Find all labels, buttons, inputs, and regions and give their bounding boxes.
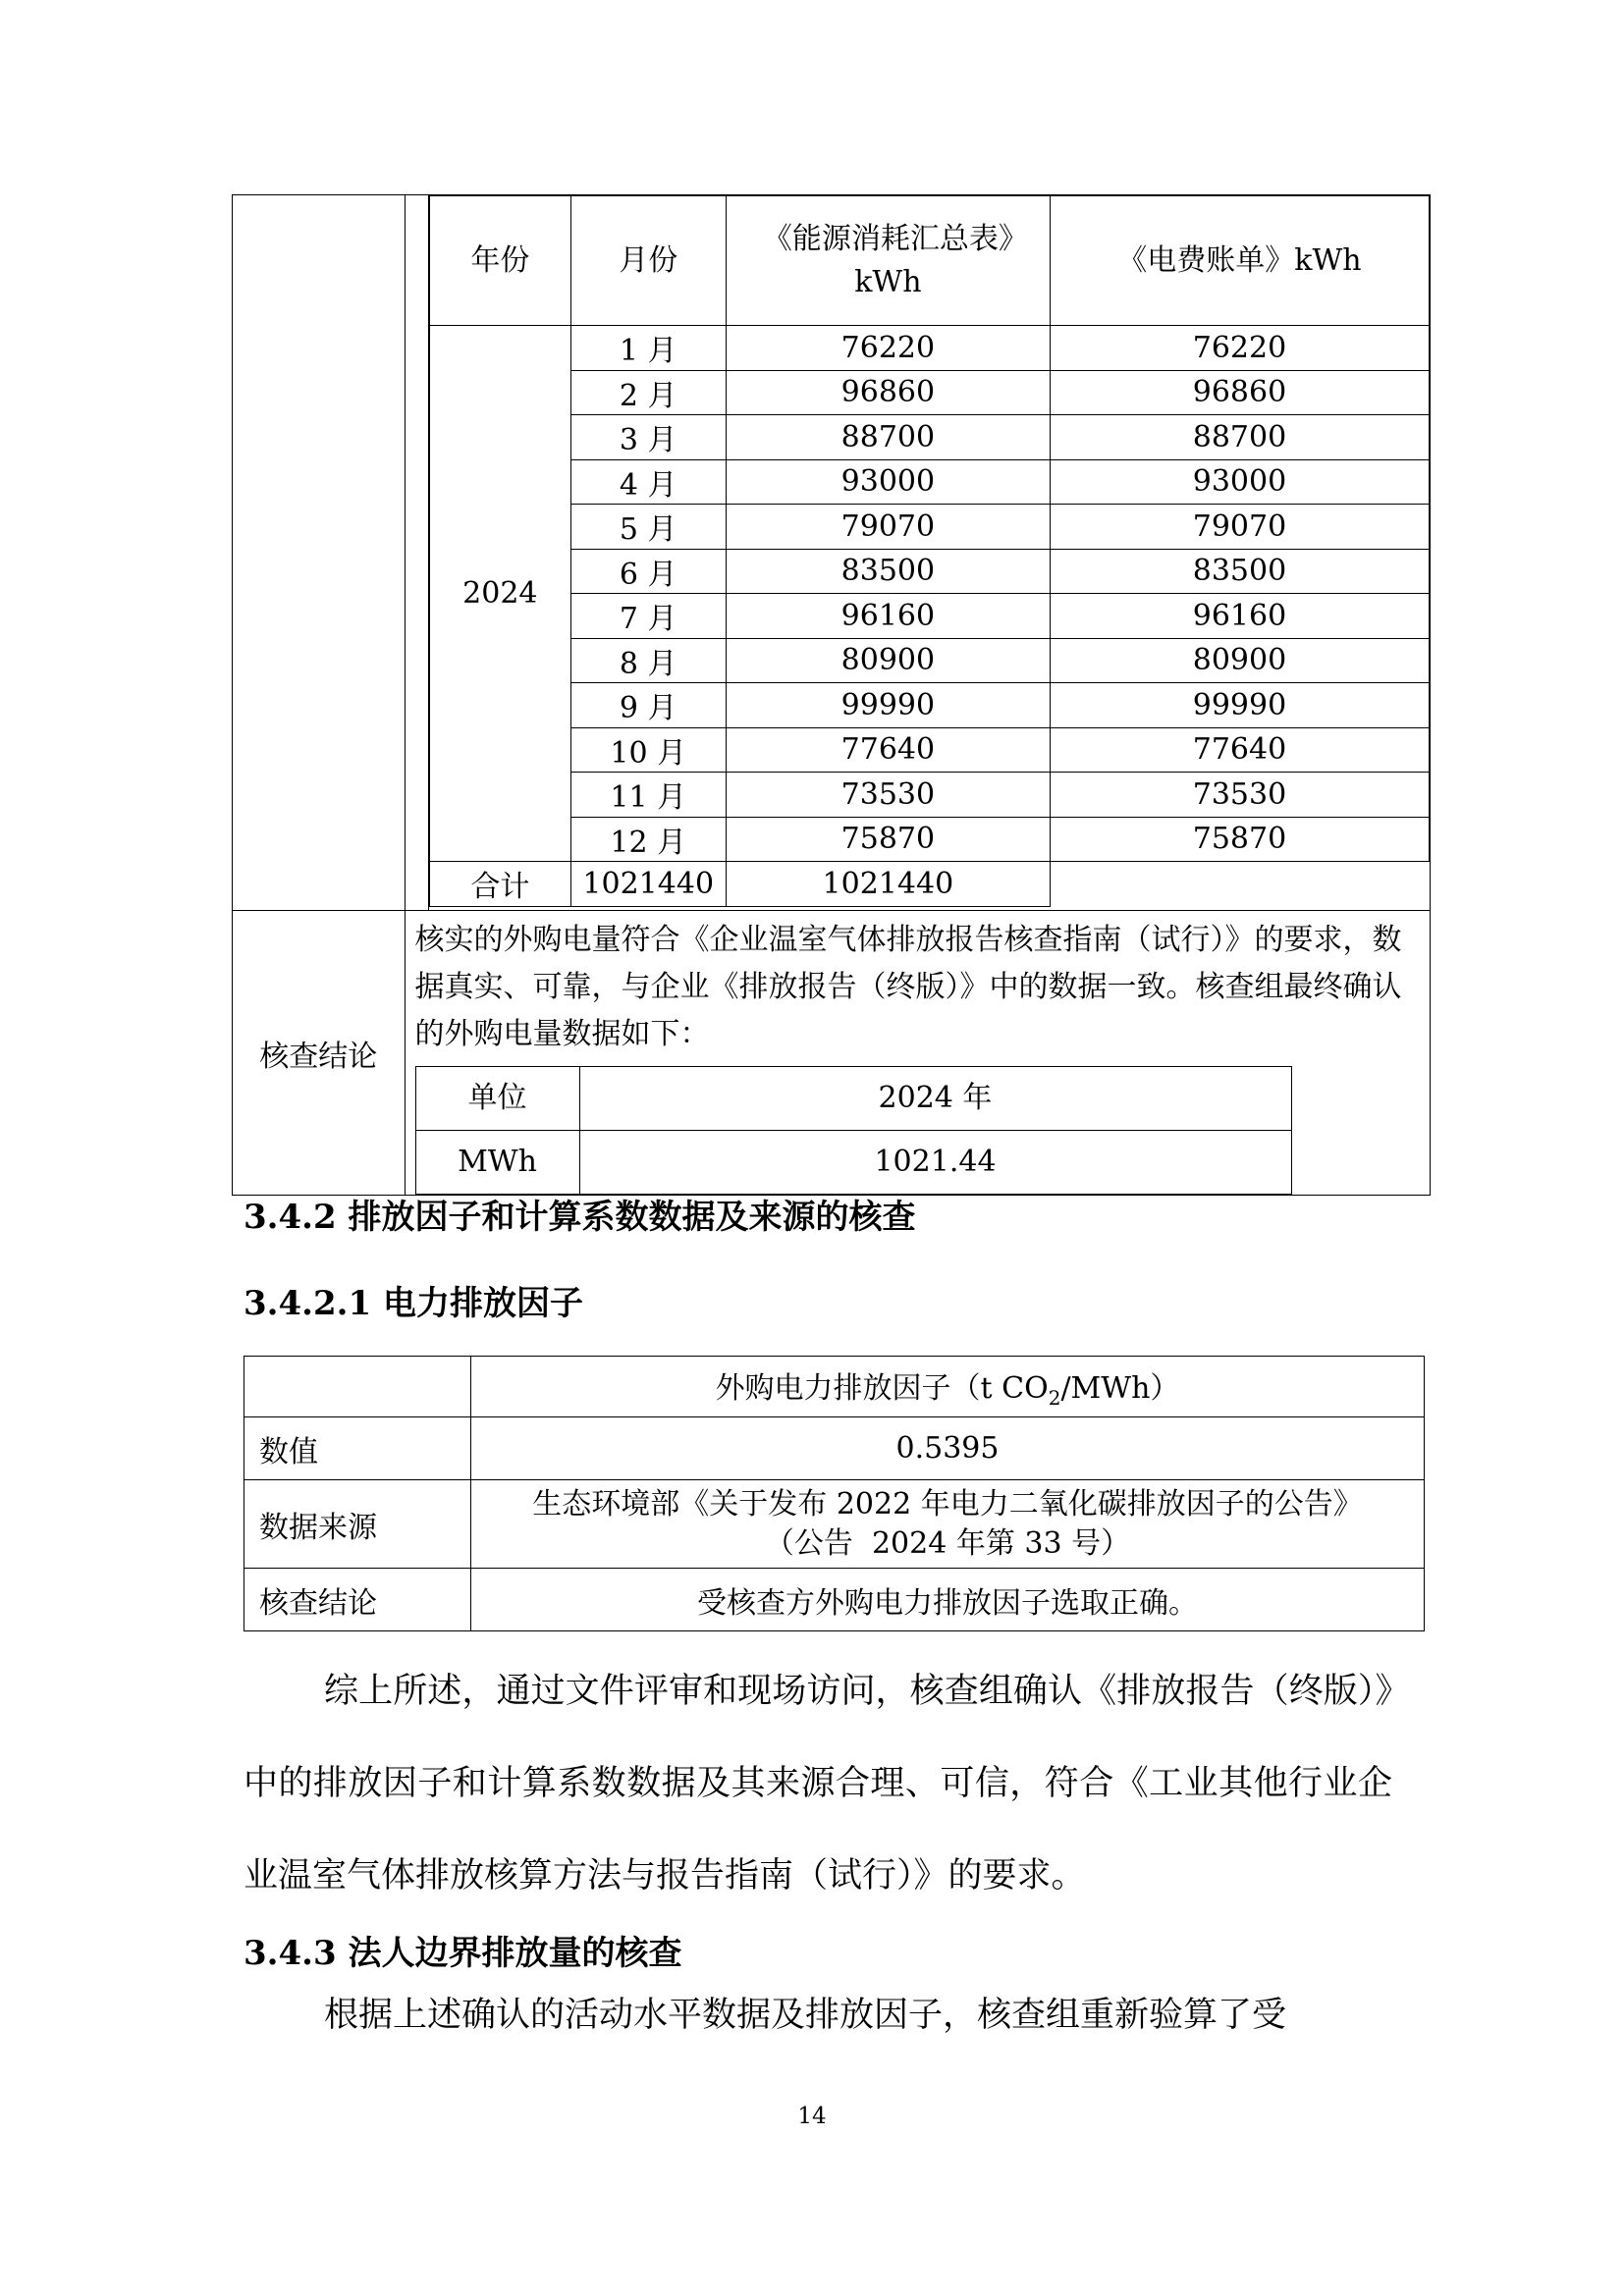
unit-name: MWh bbox=[415, 1131, 579, 1195]
cell-bill: 77640 bbox=[1050, 727, 1429, 773]
factor-source-line2: （公告 2024 年第 33 号） bbox=[764, 1525, 1131, 1561]
conclusion-cell bbox=[405, 911, 1431, 1196]
unit-header-row bbox=[415, 1067, 1291, 1131]
header-year: 年份 bbox=[430, 196, 571, 326]
factor-conclusion: 受核查方外购电力排放因子选取正确。 bbox=[471, 1569, 1425, 1631]
table-row bbox=[430, 817, 1431, 862]
factor-row-value bbox=[244, 1417, 1425, 1480]
table-row bbox=[430, 773, 1431, 818]
year-cell: 2024 bbox=[430, 326, 571, 862]
cell-summary: 77640 bbox=[726, 727, 1050, 773]
cell-month: 4 月 bbox=[570, 459, 726, 505]
cell-summary: 99990 bbox=[726, 683, 1050, 728]
factor-value: 0.5395 bbox=[471, 1417, 1425, 1480]
total-label: 合计 bbox=[430, 862, 571, 907]
table-row bbox=[430, 727, 1431, 773]
unit-head-right: 2024 年 bbox=[579, 1067, 1291, 1131]
electricity-table bbox=[429, 195, 1430, 907]
factor-label-conclusion: 核查结论 bbox=[244, 1569, 471, 1631]
total-summary: 1021440 bbox=[570, 862, 726, 907]
cell-summary: 79070 bbox=[726, 505, 1050, 550]
header-month: 月份 bbox=[570, 196, 726, 326]
cell-bill: 83500 bbox=[1050, 549, 1429, 594]
cell-month: 10 月 bbox=[570, 727, 726, 773]
factor-source bbox=[471, 1480, 1425, 1569]
cell-month: 5 月 bbox=[570, 505, 726, 550]
table-row bbox=[430, 594, 1431, 639]
cell-month: 11 月 bbox=[570, 773, 726, 818]
table-row bbox=[430, 549, 1431, 594]
cell-month: 3 月 bbox=[570, 415, 726, 460]
cell-month: 1 月 bbox=[570, 326, 726, 371]
factor-header-row bbox=[244, 1357, 1425, 1417]
cell-month: 7 月 bbox=[570, 594, 726, 639]
header-summary: 《能源消耗汇总表》kWh bbox=[726, 196, 1050, 326]
cell-summary: 88700 bbox=[726, 415, 1050, 460]
factor-empty-cell bbox=[244, 1357, 471, 1417]
emission-factor-table bbox=[244, 1356, 1425, 1631]
factor-label-source: 数据来源 bbox=[244, 1480, 471, 1569]
conclusion-text: 核实的外购电量符合《企业温室气体排放报告核查指南（试行）》的要求，数据真实、可靠，与企业《排放报告（终版）》中的数据一致。核查组最终确认的外购电量数据如下： bbox=[414, 923, 1402, 1051]
spacer-cell bbox=[405, 195, 429, 911]
cell-summary: 96160 bbox=[726, 594, 1050, 639]
cell-summary: 93000 bbox=[726, 459, 1050, 505]
cell-bill: 88700 bbox=[1050, 415, 1429, 460]
unit-table bbox=[415, 1066, 1292, 1195]
cell-bill: 93000 bbox=[1050, 459, 1429, 505]
cell-month: 2 月 bbox=[570, 370, 726, 415]
factor-source-line1: 生态环境部《关于发布 2022 年电力二氧化碳排放因子的公告》 bbox=[532, 1486, 1363, 1522]
conclusion-label: 核查结论 bbox=[233, 911, 406, 1196]
total-bill: 1021440 bbox=[726, 862, 1050, 907]
cell-bill: 75870 bbox=[1050, 817, 1429, 862]
cell-bill: 99990 bbox=[1050, 683, 1429, 728]
summary-paragraph: 综上所述，通过文件评审和现场访问，核查组确认《排放报告（终版）》中的排放因子和计算系数数据及其来源合理、可信，符合《工业其他行业企业温室气体排放核算方法与报告指南（试行）》的要求。 bbox=[244, 1672, 1392, 1896]
cell-month: 6 月 bbox=[570, 549, 726, 594]
factor-row-conclusion bbox=[244, 1569, 1425, 1631]
header-bill: 《电费账单》kWh bbox=[1050, 196, 1429, 326]
page-number: 14 bbox=[797, 2104, 827, 2129]
cell-summary: 83500 bbox=[726, 549, 1050, 594]
unit-value: 1021.44 bbox=[579, 1131, 1291, 1195]
cell-summary: 96860 bbox=[726, 370, 1050, 415]
table-row bbox=[430, 415, 1431, 460]
section-heading-3421: 3.4.2.1 电力排放因子 bbox=[244, 1284, 583, 1323]
section-heading-343: 3.4.3 法人边界排放量的核查 bbox=[244, 1934, 682, 1973]
right-gap bbox=[1430, 196, 1431, 326]
electricity-cell bbox=[429, 195, 1431, 911]
table-row bbox=[430, 326, 1431, 371]
cell-bill: 96860 bbox=[1050, 370, 1429, 415]
cell-bill: 79070 bbox=[1050, 505, 1429, 550]
cell-summary: 75870 bbox=[726, 817, 1050, 862]
cell-bill: 73530 bbox=[1050, 773, 1429, 818]
cell-bill: 96160 bbox=[1050, 594, 1429, 639]
table-row bbox=[430, 459, 1431, 505]
unit-value-row bbox=[415, 1131, 1291, 1195]
empty-label-cell bbox=[233, 195, 406, 911]
cell-bill: 80900 bbox=[1050, 638, 1429, 683]
table-row bbox=[430, 505, 1431, 550]
unit-head-left: 单位 bbox=[415, 1067, 579, 1131]
table-row bbox=[430, 370, 1431, 415]
table-header-row bbox=[430, 196, 1431, 326]
verification-table bbox=[232, 194, 1431, 1196]
table-row bbox=[430, 638, 1431, 683]
cell-month: 12 月 bbox=[570, 817, 726, 862]
cell-summary: 76220 bbox=[726, 326, 1050, 371]
cell-month: 9 月 bbox=[570, 683, 726, 728]
factor-label-value: 数值 bbox=[244, 1417, 471, 1480]
cell-summary: 80900 bbox=[726, 638, 1050, 683]
table-row bbox=[430, 683, 1431, 728]
cell-bill: 76220 bbox=[1050, 326, 1429, 371]
factor-header: 外购电力排放因子（t $CO_2/MWh$） bbox=[471, 1357, 1425, 1417]
factor-row-source bbox=[244, 1480, 1425, 1569]
total-row bbox=[430, 862, 1431, 907]
boundary-paragraph: 根据上述确认的活动水平数据及排放因子，核查组重新验算了受 bbox=[324, 1996, 1287, 2035]
cell-summary: 73530 bbox=[726, 773, 1050, 818]
cell-month: 8 月 bbox=[570, 638, 726, 683]
section-heading-342: 3.4.2 排放因子和计算系数数据及来源的核查 bbox=[244, 1198, 916, 1237]
